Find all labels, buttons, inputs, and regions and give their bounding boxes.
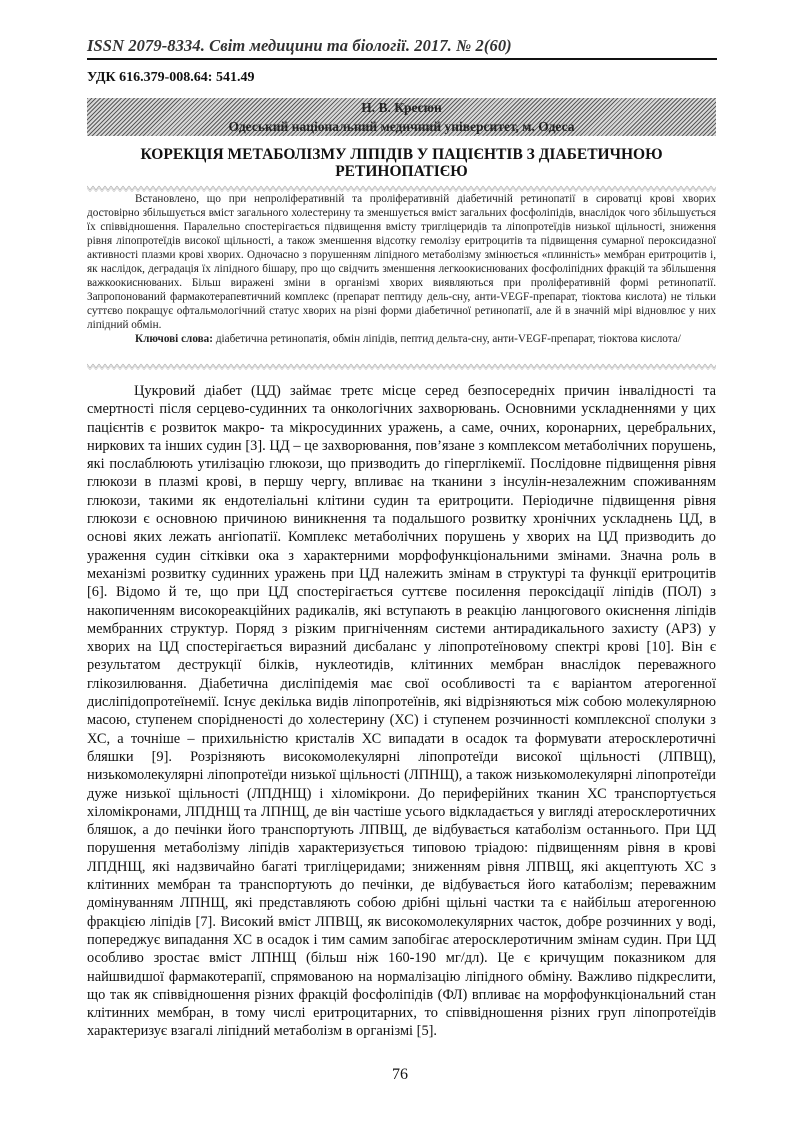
- keywords-list: діабетична ретинопатія, обмін ліпідів, пептид дельта-сну, анти-VEGF-препарат, тіоктова кислота/: [213, 333, 681, 346]
- udk-code: УДК 616.379-008.64: 541.49: [87, 70, 255, 85]
- wavy-divider-top: [87, 184, 716, 192]
- keywords: [87, 332, 716, 346]
- page-number: 76: [392, 1066, 408, 1083]
- author-band: [87, 98, 716, 136]
- author-name: Н. В. Кресюн: [361, 100, 442, 115]
- journal-header: ISSN 2079-8334. Світ медицини та біології. 2017. № 2(60): [87, 36, 512, 55]
- article-title: КОРЕКЦІЯ МЕТАБОЛІЗМУ ЛІПІДІВ У ПАЦІЄНТІВ З ДІАБЕТИЧНОЮ РЕТИНОПАТІЄЮ: [140, 146, 663, 180]
- abstract: [87, 192, 716, 347]
- body-paragraph: Цукровий діабет (ЦД) займає третє місце серед безпосередніх причин інвалідності та смертності після серцево-судинних та онкологічних захворювань. Основними ускладненнями у цих пацієнтів є розвиток макро- та мікросудинних уражень, а саме, очних, коронарних, церебральних, ниркових та інших судин [3]. ЦД – це захворювання, пов’язане з комплексом метаболічних порушень, які послаблюють утилізацію глюкози, що призводить до гіперглікемії. Послідовне підвищення рівня глюкози в плазмі крові, в першу чергу, впливає на тканини з інсулін-незалежним споживанням глюкози, такими як ендотеліальні клітини судин та еритроцити. Періодичне підвищення рівня глюкози є основною причиною виникнення та подальшого розвитку хронічних ускладнень ЦД, в основі яких лежать ангіопатії. Комплекс метаболічних порушень у хворих на ЦД призводить до ураження судин сітківки ока з характерними морфофункціональними змінами. Значна роль в механізмі розвитку судинних уражень при ЦД належить змінам в структурі та функції еритроцитів [6]. Відомо й те, що при ЦД спостерігається суттєве посилення пероксідації ліпідів (ПОЛ) з накопиченням високореакційних радикалів, які вступають в реакцію ланцюгового окиснення ліпідів мембранних структур. Поряд з різким пригніченням системи антирадикального захисту (АРЗ) у хворих на ЦД спостерігається виразний дисбаланс у ліпопротеїновому спектрі крові [10]. Він є результатом деструкції білків, нуклеотидів, клітинних мембран внаслідок переважного глікозилювання. Діабетична дисліпідемія має свої особливості та є варіантом атерогенної дисліпідопротеїнемії. Існує декілька видів ліпопротеїнів, які відрізняються між собою молекулярною масою, ступенем спорідненості до холестерину (ХС) і ступенем розчинності комплексної сполуки з ХС, а точніше – прихильністю кристалів ХС випадати в осадок та формувати атеросклеротичні бляшки [9]. Розрізняють високомолекулярні ліпопротеїди високої щільності (ЛПВЩ), низькомолекулярні ліпопротеїди низької щільності (ЛПНЩ), а також низькомолекулярні ліпопротеїди дуже низької щільності (ЛПДНЩ) і хіломікрони. До периферійних тканин ХС транспортується хіломікронами, ЛПДНЩ та ЛПНЩ, де він частіше усього відкладається у вигляді атеросклеротичних бляшок, а до печінки його транспортують ЛПВЩ, де відбувається катаболізм останнього. При ЦД порушення метаболізму ліпідів характеризується типовою тріадою: підвищенням рівня в крові ЛПДНЩ, які надзвичайно багаті тригліцеридами; зниженням рівня ЛПВЩ, які акцептують ХС з клітинних мембран та транспортують до печінки, де відбувається його катаболізм; переважним домінуванням ЛПНЩ, які представляють собою дрібні щільні частки та є найбільш атерогенною фракцією ліпідів [7]. Високий вміст ЛПВЩ, як високомолекулярних часток, добре розчинних у воді, попереджує випадання ХС в осадок і тим самим запобігає атеросклеротичним змінам судин. При ЦД особливо зростає вміст ЛПНЩ (більш ніж 160-190 мг/дл). Це є кричущим показником для найшвидшої фармакотерапії, спрямованою на нормалізацію ліпідного обміну. Важливо підкреслити, що так як співвідношення різних фракцій фосфоліпідів (ФЛ) впливає на морфофункціональний стан клітинних мембран, в тому числі еритроцитарних, то співвідношення різних груп ліпопротеїдів характеризує взагалі ліпідний метаболізм в організмі [5].: [87, 383, 716, 1040]
- abstract-text: Встановлено, що при непроліферативній та проліферативній діабетичній ретинопатії в сироватці крові хворих достовірно збільшується вміст загального холестерину та зменшується вміст загальних фосфоліпідів, внаслідок чого збільшується їх співвідношення. Паралельно спостерігається підвищення вмісту тригліцеридів та ліпопротеїдів низької щільності, зниження рівня ліпопротеїдів високої щільності, а також зменшення відсотку гемолізу еритроцитів та підвищення сумарної пероксидазної активності плазми крові хворих. Одночасно з порушенням ліпідного метаболізму змінюється «плинність» мембран еритроцитів і, як наслідок, деградація їх ліпідного бішару, про що свідчить зменшення легкоокиснюваних фосфоліпідних фракцій та збільшення важкоокиснюваних. Більш виражені зміни в організмі хворих виявляються при проліферативній формі ретинопатії. Запропонований фармакотерапевтичний комплекс (препарат пептиду дель-сну, анти-VEGF-препарат, тіоктова кислота) не тільки суттєво покращує офтальмологічний статус хворих на різні форми діабетичної ретинопатії, але й в значній мірі відновлює у них ліпідний обмін.: [87, 193, 716, 332]
- author-affiliation: Одеський національний медичний університет, м. Одеса: [228, 119, 575, 134]
- article-body: [87, 382, 716, 1041]
- header-divider: [87, 58, 717, 60]
- wavy-divider-bottom: [87, 362, 716, 370]
- keywords-label: Ключові слова:: [135, 333, 214, 346]
